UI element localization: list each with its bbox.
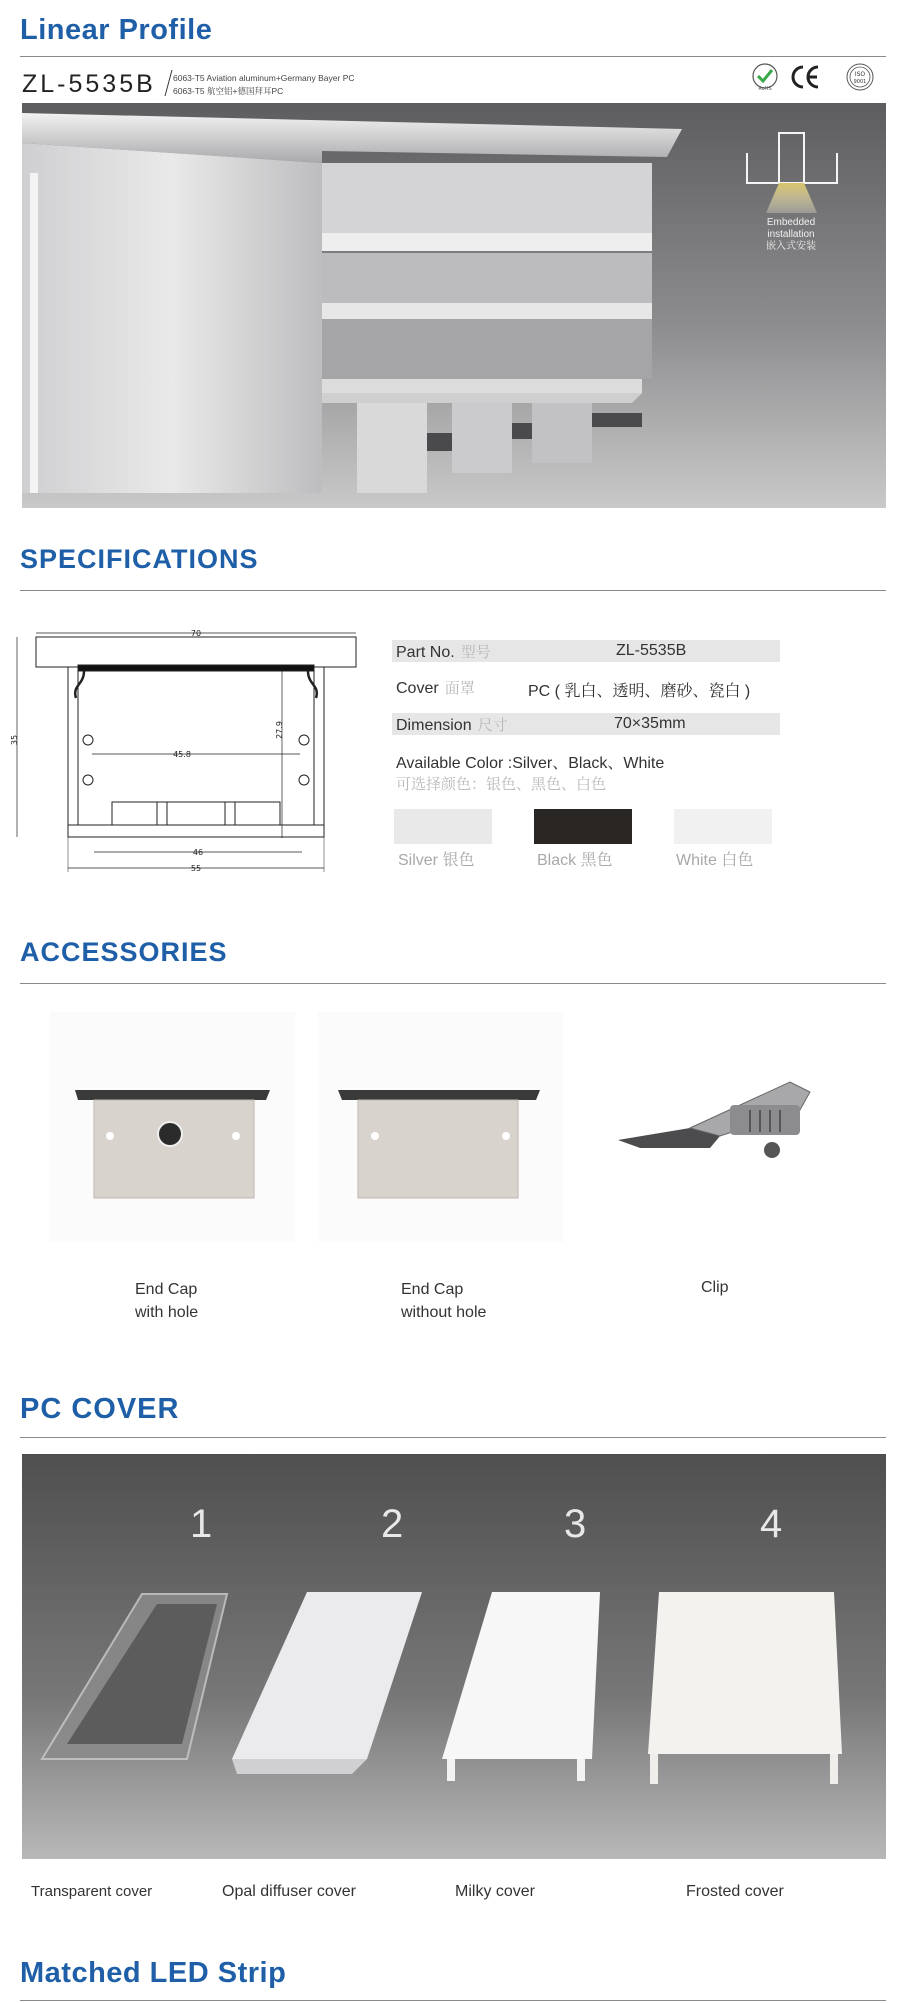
pc-cover-divider — [20, 1437, 886, 1438]
spec-label-dimension-cn: 尺寸 — [477, 717, 508, 734]
swatch-black — [534, 809, 632, 844]
accessory-sublabel-with-hole: with hole — [135, 1304, 199, 1321]
specifications-title: SPECIFICATIONS — [20, 544, 259, 574]
install-label-en-1: Embedded — [766, 217, 816, 228]
end-cap-without-hole-image — [318, 1012, 563, 1242]
dim-inner-width: 45.8 — [173, 750, 191, 759]
spec-value-part-no: ZL-5535B — [616, 642, 687, 659]
install-label-cn: 嵌入式安装 — [766, 241, 816, 252]
available-color-text-cn: 可选择颜色：银色、黑色、白色 — [396, 776, 607, 793]
spec-label-part-no: Part No. — [396, 644, 455, 661]
title-divider — [20, 56, 886, 57]
page-title: Linear Profile — [20, 14, 213, 46]
material-cn: 6063-T5 航空铝+德国拜耳PC — [173, 86, 284, 96]
swatch-label-white: White 白色 — [676, 852, 754, 869]
install-label-en-2: installation — [767, 229, 815, 240]
end-cap-with-hole-image — [50, 1012, 295, 1242]
svg-text:ISO: ISO — [854, 71, 866, 78]
clip-image — [610, 1070, 835, 1185]
cover-label-milky: Milky cover — [455, 1883, 536, 1900]
spec-row-part-no — [392, 640, 780, 662]
cover-number-2: 2 — [381, 1502, 404, 1546]
spec-label-part-no-cn: 型号 — [460, 644, 491, 661]
dim-bottom-width: 55 — [190, 864, 202, 873]
ce-mark-icon — [790, 62, 820, 92]
cover-label-transparent: Transparent cover — [31, 1883, 153, 1900]
accessory-label-end-cap-1: End Cap — [135, 1281, 198, 1298]
accessories-divider — [20, 983, 886, 984]
spec-label-cover-cn: 面罩 — [444, 680, 475, 697]
swatch-label-silver: Silver 银色 — [398, 852, 475, 869]
cover-number-1: 1 — [190, 1502, 213, 1546]
model-separator — [165, 70, 173, 96]
rohs-icon — [750, 62, 780, 92]
pc-cover-title: PC COVER — [20, 1393, 180, 1425]
svg-text:RoHS: RoHS — [758, 86, 772, 92]
swatch-white — [674, 809, 772, 844]
dim-top-width: 70 — [190, 629, 202, 638]
cover-label-frosted: Frosted cover — [686, 1883, 784, 1900]
accessory-sublabel-without-hole: without hole — [401, 1304, 487, 1321]
profile-cross-section-drawing — [12, 630, 377, 875]
material-en: 6063-T5 Aviation aluminum+Germany Bayer PC — [173, 73, 355, 83]
accessory-label-clip: Clip — [701, 1279, 729, 1296]
swatch-silver — [394, 809, 492, 844]
matched-led-strip-title: Matched LED Strip — [20, 1957, 287, 1989]
accessories-title: ACCESSORIES — [20, 937, 228, 967]
accessory-label-end-cap-2: End Cap — [401, 1281, 464, 1298]
profile-hero-image — [22, 103, 886, 508]
dim-inner-height: 27.9 — [275, 721, 284, 739]
model-number: ZL-5535B — [22, 70, 156, 98]
spec-value-dimension: 70×35mm — [614, 715, 686, 732]
cover-number-3: 3 — [564, 1502, 587, 1546]
dim-bottom-inner: 46 — [192, 848, 204, 857]
spec-row-dimension — [392, 713, 780, 735]
spec-label-cover: Cover — [396, 680, 439, 697]
spec-label-dimension: Dimension — [396, 717, 472, 734]
dim-total-height: 35 — [10, 734, 19, 746]
spec-value-cover: PC ( 乳白、透明、磨砂、瓷白 ) — [528, 683, 751, 700]
cover-label-opal: Opal diffuser cover — [222, 1883, 356, 1900]
spec-row-cover — [392, 676, 780, 698]
pc-cover-photo — [22, 1454, 886, 1859]
iso-9001-icon — [845, 62, 875, 92]
available-color-text: Available Color :Silver、Black、White — [396, 755, 665, 772]
led-divider — [20, 2000, 886, 2001]
svg-text:9001: 9001 — [853, 79, 867, 85]
specifications-divider — [20, 590, 886, 591]
cover-number-4: 4 — [760, 1502, 783, 1546]
swatch-label-black: Black 黑色 — [537, 852, 613, 869]
